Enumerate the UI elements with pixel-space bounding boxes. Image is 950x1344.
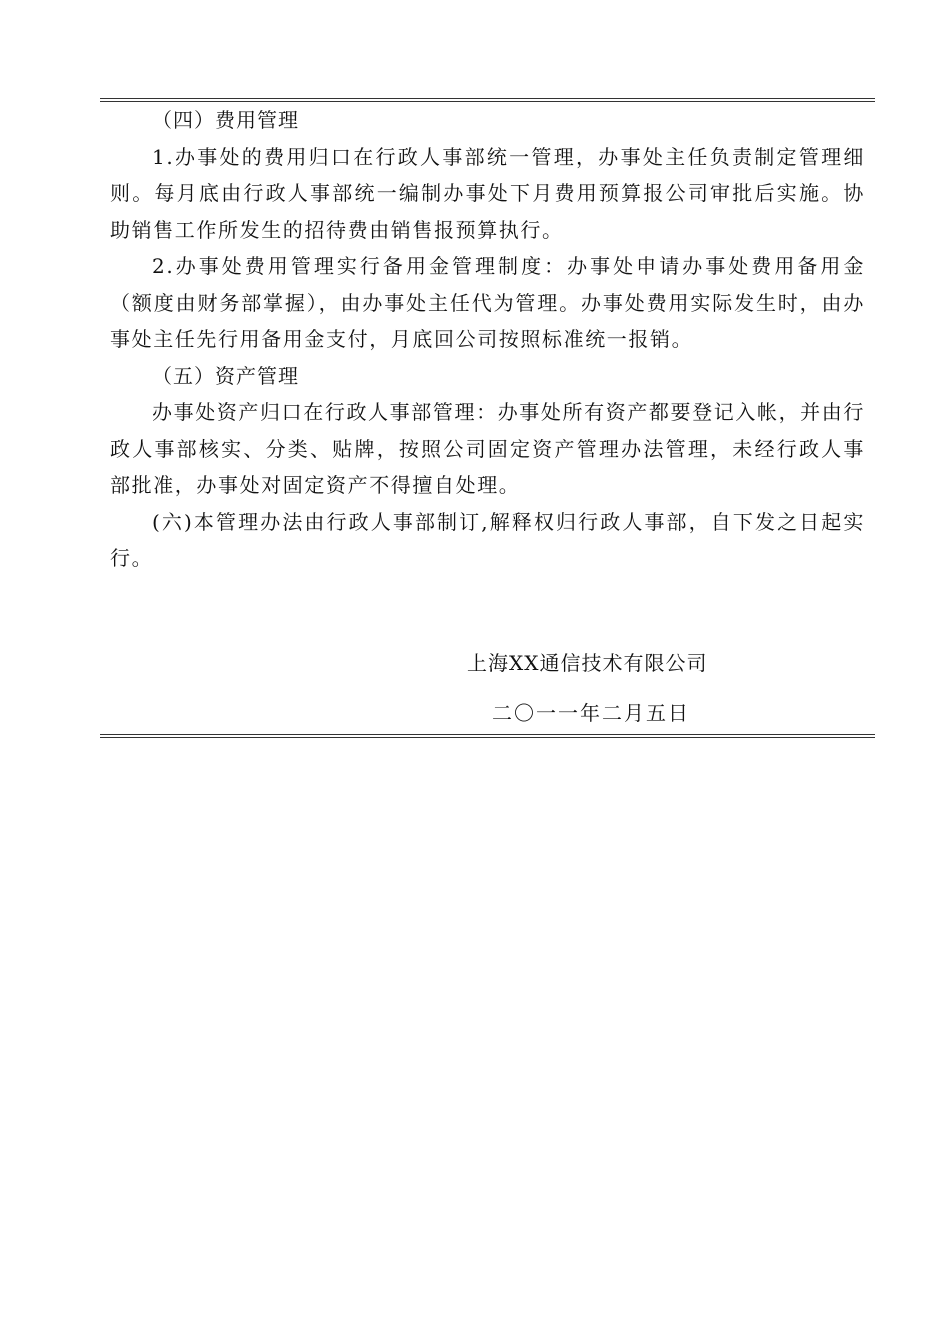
issue-date: 二〇一一年二月五日 — [492, 701, 690, 725]
paragraph-expense-1: 1.办事处的费用归口在行政人事部统一管理，办事处主任负责制定管理细则。每月底由行政人事部统一编制办事处下月费用预算报公司审批后实施。协助销售工作所发生的招待费由销售报预算执行。 — [110, 144, 865, 242]
paragraph-assets: 办事处资产归口在行政人事部管理：办事处所有资产都要登记入帐，并由行政人事部核实、分类、贴牌，按照公司固定资产管理办法管理，未经行政人事部批准，办事处对固定资产不得擅自处理。 — [110, 400, 865, 497]
bottom-rule — [100, 734, 875, 738]
paragraph-effective: (六)本管理办法由行政人事部制订,解释权归行政人事部，自下发之日起实行。 — [110, 509, 865, 570]
section-heading-assets: （五）资产管理 — [152, 363, 299, 388]
section-heading-expense: （四）费用管理 — [152, 108, 299, 132]
document-body — [110, 102, 865, 577]
paragraph-expense-2: 2.办事处费用管理实行备用金管理制度：办事处申请办事处费用备用金（额度由财务部掌握），由办事处主任代为管理。办事处费用实际发生时，由办事处主任先行用备用金支付，月底回公司按照标准统一报销。 — [110, 254, 865, 351]
company-name: 上海XX通信技术有限公司 — [467, 651, 708, 675]
